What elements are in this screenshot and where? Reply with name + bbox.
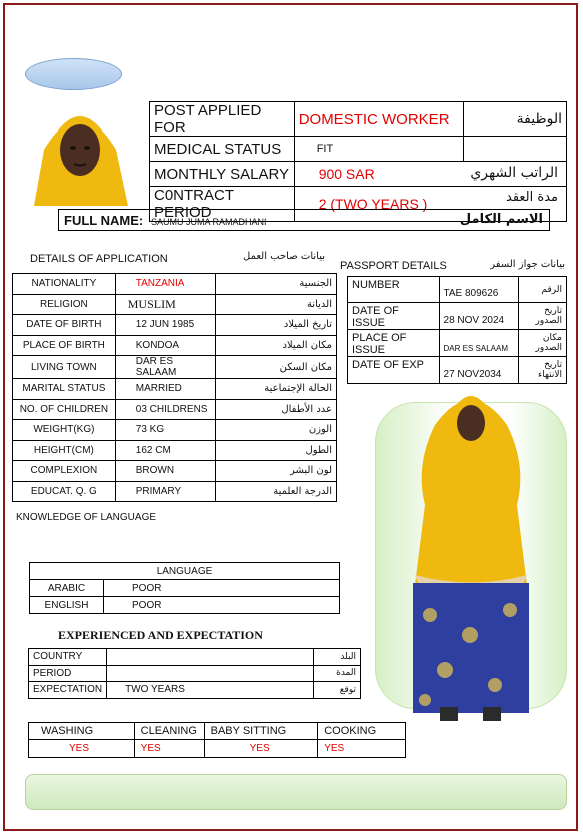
application-ar: الوزن (215, 420, 336, 441)
application-row (13, 399, 337, 420)
passport-ar: تاريخ الصدور (519, 303, 567, 330)
post-label: POST APPLIED FOR (150, 102, 295, 137)
application-ar: لون البشر (215, 461, 336, 482)
application-value: 73 KG (115, 420, 215, 441)
application-label: PLACE OF BIRTH (13, 335, 116, 356)
passport-label: DATE OF ISSUE (348, 303, 440, 330)
passport-heading-ar: بيانات جواز السفر (490, 259, 565, 270)
full-name-ar: الاسم الكامل (459, 212, 543, 227)
experience-label: EXPECTATION (29, 682, 107, 699)
passport-ar: تاريخ الانتهاء (519, 357, 567, 384)
salary-value: 900 SAR (318, 166, 375, 182)
skill-header: BABY SITTING (204, 723, 318, 740)
passport-row (348, 277, 567, 303)
application-ar: تاريخ الميلاد (215, 315, 336, 336)
experience-heading: EXPERIENCED AND EXPECTATION (58, 628, 263, 642)
medical-label: MEDICAL STATUS (150, 137, 295, 162)
full-name-label: FULL NAME: (64, 213, 144, 228)
application-value: DAR ES SALAAM (115, 356, 215, 379)
passport-value: DAR ES SALAAM (439, 330, 519, 357)
language-label: ARABIC (30, 580, 104, 597)
application-row (13, 335, 337, 356)
application-ar: عدد الأطفال (215, 399, 336, 420)
passport-row (348, 303, 567, 330)
application-ar: الديانة (215, 294, 336, 315)
application-ar: الجنسية (215, 274, 336, 295)
experience-row (29, 665, 361, 682)
passport-value: 28 NOV 2024 (439, 303, 519, 330)
language-value: POOR (104, 597, 340, 614)
application-label: COMPLEXION (13, 461, 116, 482)
skill-header: COOKING (318, 723, 406, 740)
contract-value: 2 (TWO YEARS ) (318, 196, 428, 212)
skill-header: WASHING (29, 723, 135, 740)
experience-ar: المدة (314, 665, 361, 682)
application-value: KONDOA (115, 335, 215, 356)
application-row (13, 379, 337, 400)
bottom-bar (25, 774, 567, 810)
passport-ar: مكان الصدور (519, 330, 567, 357)
experience-ar: البلد (314, 649, 361, 666)
salary-label: MONTHLY SALARY (150, 162, 295, 187)
passport-heading: PASSPORT DETAILS (340, 260, 447, 272)
application-value: MUSLIM (115, 294, 215, 315)
passport-ar: الرقم (519, 277, 567, 303)
post-table (149, 101, 567, 222)
passport-label: NUMBER (348, 277, 440, 303)
experience-row (29, 682, 361, 699)
application-value: TANZANIA (115, 274, 215, 295)
application-heading-ar: بيانات صاحب العمل (243, 251, 325, 262)
post-value: DOMESTIC WORKER (294, 102, 464, 137)
experience-row (29, 649, 361, 666)
passport-label: PLACE OF ISSUE (348, 330, 440, 357)
application-row (13, 440, 337, 461)
experience-label: COUNTRY (29, 649, 107, 666)
decorative-oval (25, 58, 122, 90)
full-name-value: SAUMU JUMA RAMADHANI (151, 217, 267, 227)
application-label: LIVING TOWN (13, 356, 116, 379)
application-label: MARITAL STATUS (13, 379, 116, 400)
application-label: NO. OF CHILDREN (13, 399, 116, 420)
application-row (13, 294, 337, 315)
passport-value: 27 NOV2034 (439, 357, 519, 384)
application-value: MARRIED (115, 379, 215, 400)
application-row (13, 315, 337, 336)
application-label: RELIGION (13, 294, 116, 315)
skill-header: CLEANING (134, 723, 204, 740)
experience-value (107, 665, 314, 682)
full-body-photo (395, 385, 547, 725)
application-ar: مكان الميلاد (215, 335, 336, 356)
skill-value: YES (318, 740, 406, 758)
language-row (30, 580, 340, 597)
experience-value (107, 649, 314, 666)
application-row (13, 481, 337, 502)
application-label: HEIGHT(CM) (13, 440, 116, 461)
application-ar: الحالة الإجتماعية (215, 379, 336, 400)
skill-value: YES (134, 740, 204, 758)
application-row (13, 356, 337, 379)
application-label: DATE OF BIRTH (13, 315, 116, 336)
application-row (13, 274, 337, 295)
medical-value: FIT (294, 137, 464, 162)
passport-row (348, 357, 567, 384)
contract-label: C0NTRACT PERIOD (150, 187, 295, 222)
skill-value: YES (204, 740, 318, 758)
application-row (13, 461, 337, 482)
application-ar: الدرجة العلمية (215, 481, 336, 502)
full-name-row (58, 209, 550, 231)
application-ar: الطول (215, 440, 336, 461)
experience-ar: توقع (314, 682, 361, 699)
experience-table (28, 648, 361, 699)
language-label: ENGLISH (30, 597, 104, 614)
application-value: PRIMARY (115, 481, 215, 502)
passport-row (348, 330, 567, 357)
language-row (30, 597, 340, 614)
passport-label: DATE OF EXP (348, 357, 440, 384)
passport-table (347, 276, 567, 384)
experience-value: TWO YEARS (107, 682, 314, 699)
language-table (29, 562, 340, 614)
medical-ar-empty (464, 137, 567, 162)
application-value: 162 CM (115, 440, 215, 461)
application-value: 03 CHILDRENS (115, 399, 215, 420)
language-header: LANGUAGE (30, 563, 340, 580)
experience-label: PERIOD (29, 665, 107, 682)
application-ar: مكان السكن (215, 356, 336, 379)
skills-table (28, 722, 406, 758)
application-label: EDUCAT. Q. G (13, 481, 116, 502)
language-value: POOR (104, 580, 340, 597)
application-label: NATIONALITY (13, 274, 116, 295)
application-value: 12 JUN 1985 (115, 315, 215, 336)
application-row (13, 420, 337, 441)
passport-value: TAE 809626 (439, 277, 519, 303)
application-table (12, 273, 337, 502)
post-ar: الوظيفة (464, 102, 567, 137)
contract-ar: مدة العقد (506, 190, 558, 205)
salary-ar: الراتب الشهري (470, 165, 558, 181)
skill-value: YES (29, 740, 135, 758)
knowledge-heading: KNOWLEDGE OF LANGUAGE (16, 512, 157, 523)
application-value: BROWN (115, 461, 215, 482)
portrait-photo (24, 100, 136, 206)
application-label: WEIGHT(KG) (13, 420, 116, 441)
salary-cell (294, 162, 566, 187)
application-heading: DETAILS OF APPLICATION (30, 253, 168, 265)
